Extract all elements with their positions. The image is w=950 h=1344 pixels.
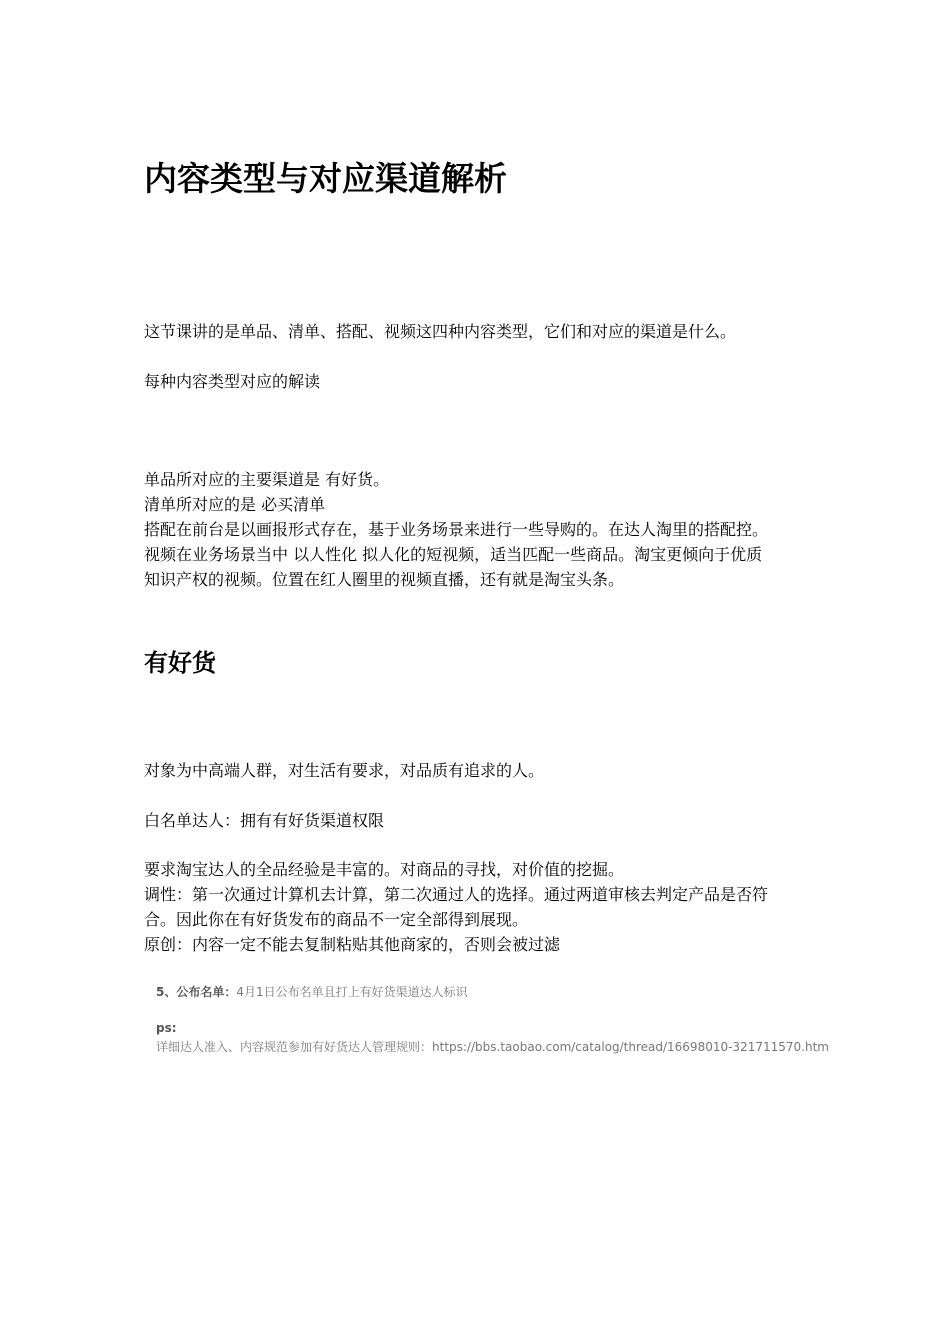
- intro-subheading: 每种内容类型对应的解读: [144, 372, 321, 391]
- announcement-line: [156, 983, 468, 1001]
- section-heading: 有好货: [144, 649, 216, 677]
- content-type-video-line1: 视频在业务场景当中 以人性化 拟人化的短视频，适当匹配一些商品。淘宝更倾向于优质: [144, 545, 763, 564]
- audience-paragraph: 对象为中高端人群，对生活有要求，对品质有追求的人。: [144, 761, 545, 780]
- embedded-screenshot: [150, 978, 829, 1062]
- requirement-line: 合。因此你在有好货发布的商品不一定全部得到展现。: [144, 910, 529, 929]
- content-type-list: 清单所对应的是 必买清单: [144, 495, 326, 514]
- requirement-line: 原创：内容一定不能去复制粘贴其他商家的，否则会被过滤: [144, 935, 561, 954]
- announcement-text: 4月1日公布名单且打上有好货渠道达人标识: [236, 985, 468, 999]
- content-type-video-line2: 知识产权的视频。位置在红人圈里的视频直播，还有就是淘宝头条。: [144, 570, 625, 589]
- intro-paragraph: 这节课讲的是单品、清单、搭配、视频这四种内容类型，它们和对应的渠道是什么。: [144, 322, 737, 341]
- content-type-match: 搭配在前台是以画报形式存在，基于业务场景来进行一些导购的。在达人淘里的搭配控。: [144, 520, 769, 539]
- page-title: 内容类型与对应渠道解析: [144, 159, 507, 198]
- content-type-single: 单品所对应的主要渠道是 有好货。: [144, 470, 390, 489]
- announcement-label: 5、公布名单：: [156, 985, 237, 999]
- requirement-line: 要求淘宝达人的全品经验是丰富的。对商品的寻找，对价值的挖掘。: [144, 860, 625, 879]
- whitelist-paragraph: 白名单达人：拥有有好货渠道权限: [144, 811, 385, 830]
- ps-text: 详细达人准入、内容规范参加有好货达人管理规则：https://bbs.taobao.com/catalog/thread/16698010-321711570.htm: [156, 1040, 829, 1054]
- ps-label: ps:: [156, 1021, 177, 1035]
- requirement-line: 调性：第一次通过计算机去计算，第二次通过人的选择。通过两道审核去判定产品是否符: [144, 885, 769, 904]
